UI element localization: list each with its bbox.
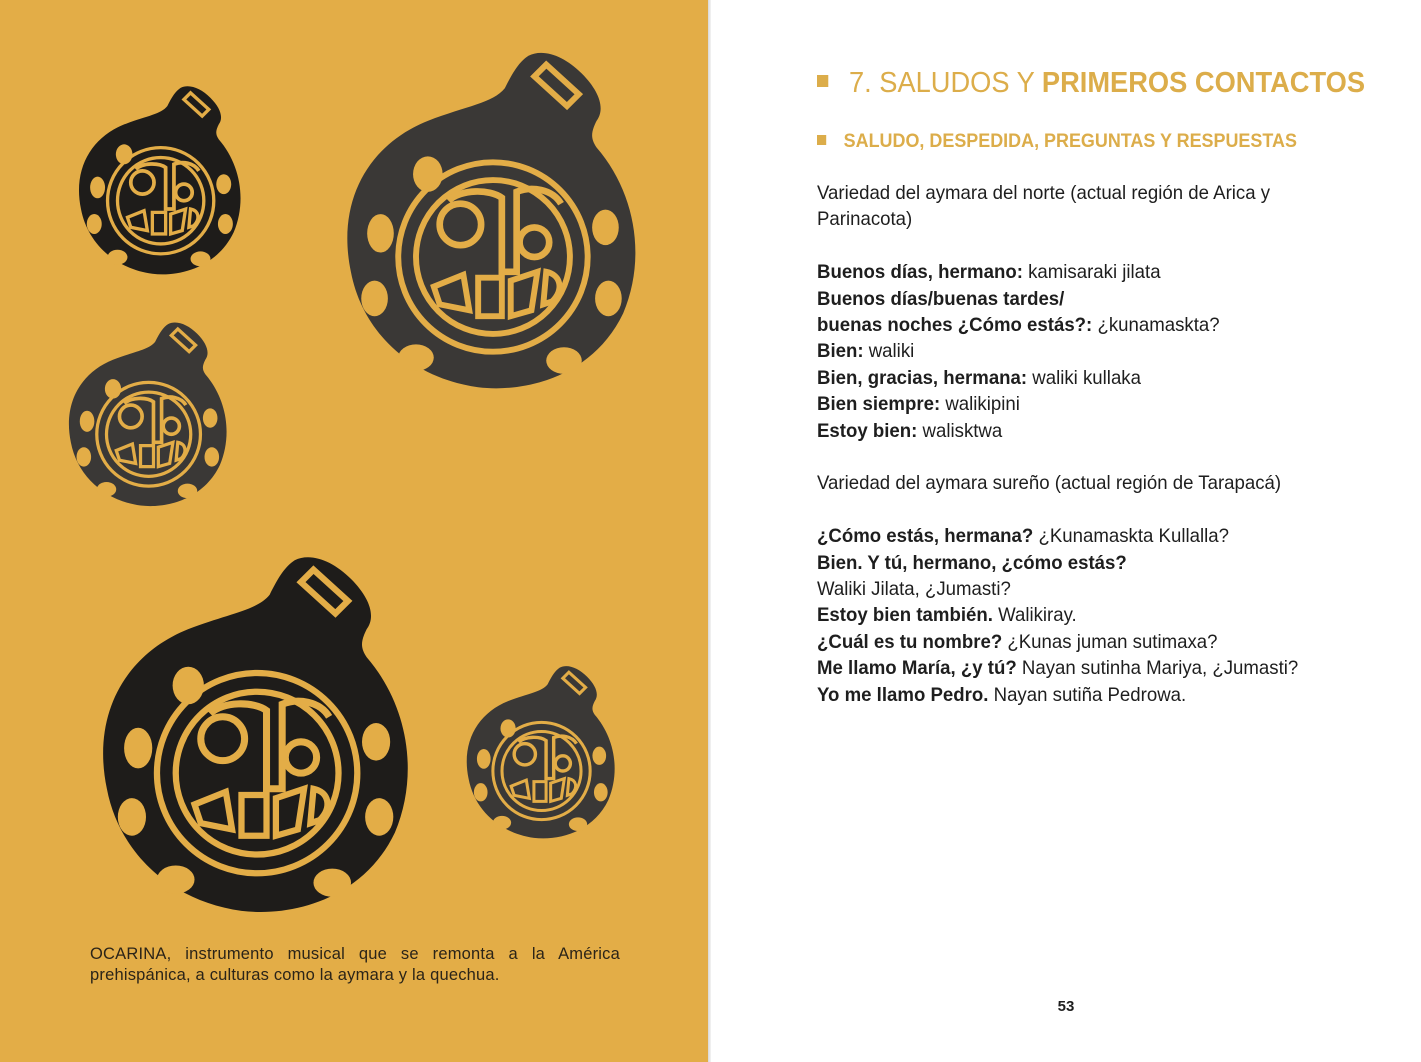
page-number: 53 xyxy=(1057,998,1075,1015)
heading-bold-text: PRIMEROS CONTACTOS xyxy=(1041,67,1366,99)
phrase-line xyxy=(817,259,1390,285)
aymara-phrase: Waliki Jilata, ¿Jumasti? xyxy=(817,578,1011,601)
ocarina-illustration-small-bottom xyxy=(464,660,616,844)
ocarina-illustration-small-middle xyxy=(66,318,228,510)
aymara-phrase: waliki xyxy=(868,340,915,363)
phrase-list xyxy=(817,180,1390,708)
ocarina-illustration-large-bottom xyxy=(94,554,414,914)
spanish-phrase: ¿Cómo estás, hermana? xyxy=(817,525,1034,548)
intro-south: Variedad del aymara sureño (actual región de Tarapacá) xyxy=(817,472,1282,495)
aymara-phrase: kamisaraki jilata xyxy=(1028,261,1161,284)
left-page xyxy=(0,0,708,1062)
spanish-phrase: buenas noches ¿Cómo estás?: xyxy=(817,314,1093,337)
aymara-phrase: Walikiray. xyxy=(998,604,1077,627)
ocarina-caption: OCARINA, instrumento musical que se remonta a la América prehispánica, a culturas como la aymara y la quechua. xyxy=(90,945,620,984)
spanish-phrase: Yo me llamo Pedro. xyxy=(817,683,989,706)
spanish-phrase: Estoy bien: xyxy=(817,419,918,442)
spanish-phrase: Bien, gracias, hermana: xyxy=(817,366,1028,389)
ocarina-illustration-small-top xyxy=(76,78,242,282)
chapter-heading xyxy=(817,64,1365,102)
heading-light-text: 7. SALUDOS Y xyxy=(848,67,1035,99)
intro-north: Variedad del aymara del norte (actual región de Arica y Parinacota) xyxy=(817,182,1271,231)
phrase-line xyxy=(817,286,1390,312)
phrase-line xyxy=(817,391,1390,417)
spanish-phrase: Bien siempre: xyxy=(817,393,941,416)
spanish-phrase: Buenos días, hermano: xyxy=(817,261,1023,284)
right-page xyxy=(711,0,1421,1062)
phrase-line xyxy=(817,523,1390,549)
phrase-line xyxy=(817,576,1390,602)
phrase-line xyxy=(817,550,1390,576)
subheading-text: SALUDO, DESPEDIDA, PREGUNTAS Y RESPUESTAS xyxy=(843,130,1297,152)
phrase-line xyxy=(817,338,1390,364)
aymara-phrase: walisktwa xyxy=(922,419,1003,442)
section-subheading xyxy=(817,128,1297,154)
phrase-line xyxy=(817,312,1390,338)
heading-bullet-icon xyxy=(817,75,828,87)
phrase-line xyxy=(817,682,1390,708)
aymara-phrase: ¿kunamaskta? xyxy=(1097,314,1220,337)
aymara-phrase: waliki kullaka xyxy=(1032,366,1141,389)
aymara-phrase: Nayan sutinha Mariya, ¿Jumasti? xyxy=(1021,657,1299,680)
phrase-line xyxy=(817,629,1390,655)
spanish-phrase: Bien: xyxy=(817,340,864,363)
phrase-line xyxy=(817,655,1390,681)
spanish-phrase: Estoy bien también. xyxy=(817,604,993,627)
spanish-phrase: Buenos días/buenas tardes/ xyxy=(817,287,1065,310)
aymara-phrase: ¿Kunas juman sutimaxa? xyxy=(1007,630,1218,653)
phrase-line xyxy=(817,365,1390,391)
spanish-phrase: Bien. Y tú, hermano, ¿cómo estás? xyxy=(817,551,1127,574)
aymara-phrase: walikipini xyxy=(945,393,1020,416)
aymara-phrase: ¿Kunamaskta Kullalla? xyxy=(1038,525,1229,548)
spanish-phrase: Me llamo María, ¿y tú? xyxy=(817,657,1017,680)
phrase-line xyxy=(817,418,1390,444)
subheading-bullet-icon xyxy=(817,135,826,145)
spanish-phrase: ¿Cuál es tu nombre? xyxy=(817,630,1003,653)
ocarina-illustration-large-top xyxy=(342,44,638,396)
phrase-line xyxy=(817,602,1390,628)
aymara-phrase: Nayan sutiña Pedrowa. xyxy=(993,683,1187,706)
